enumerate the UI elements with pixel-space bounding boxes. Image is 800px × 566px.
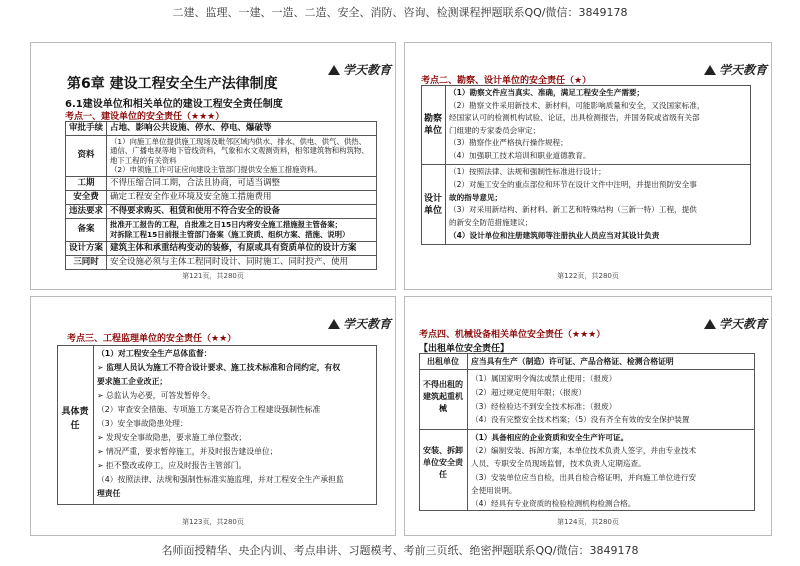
page-number: 第122页，共280页 [557, 272, 619, 280]
list-item: （1）对工程安全生产总体监督： [97, 349, 212, 358]
list-item: ➢ 总监认为必要，可答发暂停令。 [97, 391, 216, 400]
slide-2 [404, 42, 772, 290]
table-row [66, 255, 377, 269]
row-text-line: 对拆除工程15日前报主管部门备案（施工资质、组织方案、措施、说明） [110, 229, 350, 239]
row-text: 占地、影响公共设施、停水、停电、爆破等 [107, 122, 377, 136]
row-label: 出租单位 [427, 357, 459, 366]
list-item: （1）按照法律、法规和强制性标准进行设计； [449, 167, 606, 176]
list-item: 的新安全防范措施建议； [449, 218, 533, 228]
logo-icon [327, 64, 341, 76]
page-number: 第123页，共280页 [182, 518, 244, 526]
row-label: 工期 [66, 176, 107, 190]
logo-text: 学天教育 [718, 317, 767, 331]
bottom-banner: 名师面授精华、央企内训、考点串讲、习题模考、考前三页纸、绝密押题联系QQ/微信：3849178 [161, 544, 639, 557]
table-row [66, 241, 377, 255]
logo-icon [327, 318, 341, 330]
list-item: 门组建的专家委员会审定； [449, 125, 541, 135]
row-label: 三同时 [66, 255, 107, 269]
chapter-title: 第6章 建设工程安全生产法律制度 [67, 76, 278, 92]
table-row [66, 122, 377, 136]
logo [327, 61, 391, 78]
list-item: ➢ 监理人员认为施工不符合设计要求、施工技术标准和合同约定，有权 [97, 363, 341, 372]
page-number: 第124页，共280页 [557, 518, 619, 526]
sheji-list [449, 166, 749, 243]
list-item: （3）安装单位应当自检，出具自检合格证明，并向施工单位进行安 [471, 472, 697, 482]
list-item: 理责任 [97, 489, 121, 498]
row-label: 备案 [66, 218, 107, 241]
slide-4 [404, 296, 772, 536]
slide-1 [30, 42, 396, 290]
list-item: （2）勘察文件采用新技术、新材料，可能影响质量和安全，又没国家标准， [449, 100, 705, 110]
logo [327, 315, 391, 332]
list-item: （4）按照法律、法规和强制性标准实施监理，并对工程安全生产承担监 [97, 475, 344, 484]
list-item: （2）编制安装、拆卸方案，本单位技术负责人签字，并由专业技术 [471, 446, 697, 456]
logo-icon [703, 318, 717, 330]
list-item: （3）安全事故隐患处理： [97, 419, 188, 428]
list-item: （1）属国家明令淘汰或禁止使用；（报废） [471, 374, 617, 383]
table-row [66, 204, 377, 218]
top-banner: 二建、监理、一建、一造、二造、安全、消防、咨询、检测课程押题联系QQ/微信：3849178 [172, 6, 628, 19]
divider [419, 369, 755, 370]
point-title: 考点三、工程监理单位的安全责任（★★） [67, 334, 237, 344]
row-label: 不得出租的建筑起重机械 [423, 380, 463, 413]
divider [467, 353, 468, 511]
point-title: 考点二、勘察、设计单位的安全责任（★） [421, 76, 592, 86]
list-item: （4）加强职工技术培训和职业道德教育。 [449, 150, 591, 160]
divider [445, 85, 446, 245]
row-text: 不得要求购买、租赁和使用不符合安全的设备 [107, 204, 377, 218]
point-title: 考点四、机械设备相关单位安全责任（★★★） [419, 330, 606, 340]
list-item: ➢ 情况严重，要求暂停施工，并及时报告建设单位； [97, 447, 278, 456]
row-text: 应当具有生产（制造）许可证、产品合格证、检测合格证明 [471, 357, 674, 366]
table-row [66, 136, 377, 177]
row-text: 不得压缩合同工期，合法且协商，可适当调整 [107, 176, 377, 190]
row-text [107, 218, 377, 241]
list-item: （3）经检验达不到安全技术标准；（报废） [471, 401, 617, 411]
list-item: （4）设计单位和注册建筑师等注册执业人员应当对其设计负责 [449, 230, 660, 240]
list-item: （3）勘察作业严格执行操作规程； [449, 138, 568, 148]
list-item: （4）没有完整安全技术档案；（5）没有齐全有效的安全保护装置 [471, 415, 690, 425]
slide-3 [30, 296, 396, 536]
section-title: 6.1建设单位和相关单位的建设工程安全责任制度 [65, 99, 283, 110]
list-item: （2）对施工安全的重点部位和环节在设计文件中注明，并提出预防安全事 [449, 179, 697, 189]
row-label: 安装、拆卸单位安全责任 [423, 446, 463, 479]
responsibility-table [65, 121, 377, 270]
divider [93, 345, 94, 505]
list-item: （1）勘察文件应当真实、准确，满足工程安全生产需要； [449, 88, 645, 97]
row-text: 建筑主体和承重结构变动的装修，有原或具有资质单位的设计方案 [107, 241, 377, 255]
row-label: 违法要求 [66, 204, 107, 218]
list-item: （3）对采用新结构、新材料、新工艺和特殊结构（三新一特）工程，提供 [449, 205, 697, 215]
kancha-label: 勘察单位 [423, 114, 442, 136]
logo [703, 315, 767, 332]
list-item: （2）审查安全措施、专项施工方案是否符合工程建设强制性标准 [97, 405, 321, 414]
list-item: 人员、专职安全员现场监督，技术负责人定期巡查。 [471, 459, 646, 469]
responsibility-list [97, 347, 375, 501]
row-list [471, 372, 753, 427]
table-row [66, 190, 377, 204]
list-item: 故的指导意见； [449, 192, 503, 202]
list-item: （1）具备相应的企业资质和安全生产许可证。 [471, 433, 629, 442]
point-title: 考点一、建设单位的安全责任（★★★） [65, 112, 225, 122]
list-item: 经国家认可的检测机构试验、论证，出具检测报告，并国务院或省级有关部 [449, 113, 700, 123]
list-item: ➢ 发现安全事故隐患，要求施工单位整改； [97, 433, 247, 442]
row-text: 安全设施必须与主体工程同时设计、同时施工、同时投产、使用 [107, 255, 377, 269]
divider [419, 429, 755, 430]
sub-title: 【出租单位安全责任】 [419, 344, 510, 354]
responsibility-label: 具体责任 [61, 407, 89, 431]
logo-text: 学天教育 [718, 63, 767, 77]
kancha-list [449, 87, 749, 163]
table-row [66, 218, 377, 241]
row-text-line: 批准开工报告的工程，自批准之日15日内将安全施工措施报主管备案； [110, 219, 343, 229]
row-list [471, 431, 753, 510]
row-text-line: （1）向施工单位提供施工现场及毗邻区域内供水、排水、供电、供气、供热、通信、广播电视等地下管线资料，气象和水文观测资料，相邻建筑物和构筑物、地下工程的有关资料 [110, 137, 369, 165]
logo-text: 学天教育 [342, 63, 391, 77]
list-item: 要求施工企业改正； [97, 377, 168, 386]
row-text [107, 136, 377, 177]
sheji-label: 设计单位 [423, 194, 442, 216]
logo-icon [703, 64, 717, 76]
divider [421, 164, 751, 165]
logo-text: 学天教育 [342, 317, 391, 331]
list-item: ➢ 拒不整改或停工，应及时报告主管部门。 [97, 461, 247, 470]
row-text: 确定工程安全作业环境及安全施工措施费用 [107, 190, 377, 204]
row-label: 资料 [66, 136, 107, 177]
row-text-line: （2）申领施工许可证应向建设主管部门提供安全施工措施资料。 [110, 165, 322, 175]
logo [703, 61, 767, 78]
list-item: （4）经具有专业资质的检验检测机构检测合格。 [471, 499, 636, 509]
row-label: 安全费 [66, 190, 107, 204]
list-item: （2）超过规定使用年限；（报废） [471, 387, 586, 397]
page-number: 第121页，共280页 [182, 272, 244, 280]
row-label: 设计方案 [66, 241, 107, 255]
list-item: 全使用说明。 [471, 485, 517, 495]
table-row [66, 176, 377, 190]
row-label: 审批手续 [66, 122, 107, 136]
